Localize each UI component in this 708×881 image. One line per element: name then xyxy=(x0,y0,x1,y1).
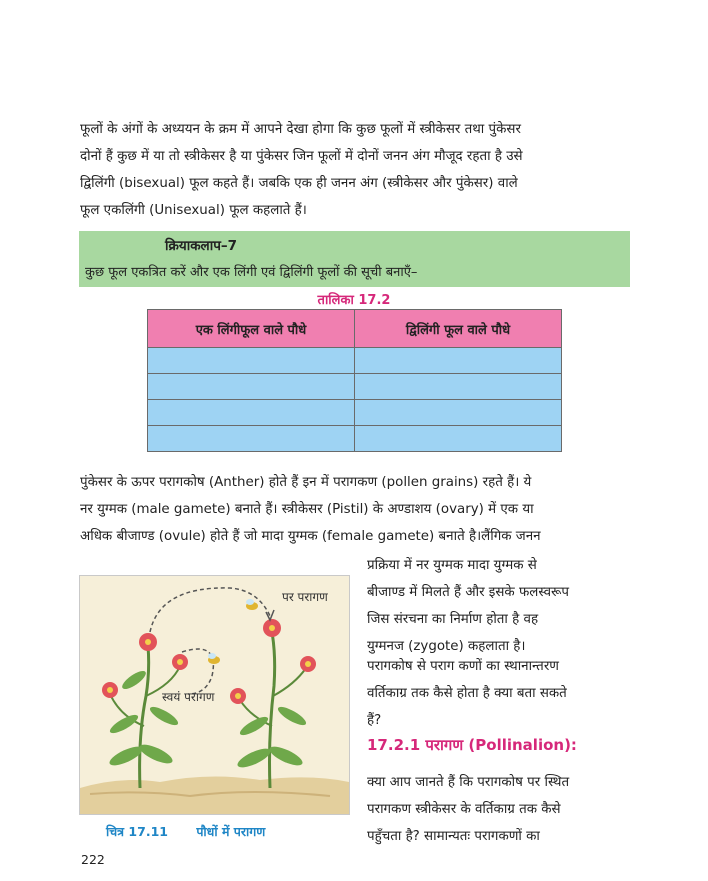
text-line: दोनों हैं कुछ में या तो स्त्रीकेसर है या पुंकेसर जिन फूलों में दोनों जनन अंग मौजूद रहता है उसे xyxy=(80,149,523,164)
text-line: प्रक्रिया में नर युग्मक मादा युग्मक से xyxy=(367,558,537,573)
activity-text: कुछ फूल एकत्रित करें और एक लिंगी एवं द्विलिंगी फूलों की सूची बनाएँ– xyxy=(85,265,418,280)
leaf xyxy=(137,741,175,767)
soil xyxy=(80,776,349,814)
table-row xyxy=(148,348,562,374)
figure-title: पौधों में परागण xyxy=(196,824,266,839)
flower xyxy=(230,688,246,704)
intro-paragraph xyxy=(80,116,630,224)
leaf xyxy=(238,714,271,739)
table-row xyxy=(148,426,562,452)
page-number: 222 xyxy=(81,852,105,867)
leaf xyxy=(276,704,309,729)
cross-pollination-label: पर परागण xyxy=(282,590,328,604)
text-line: जिस संरचना का निर्माण होता है वह xyxy=(367,612,539,627)
table-cell xyxy=(148,426,355,452)
bee-icon xyxy=(208,653,220,664)
text-line: द्विलिंगी (bisexual) फूल कहते हैं। जबकि एक ही जनन अंग (स्त्रीकेसर और पुंकेसर) वाले xyxy=(80,176,518,191)
text-line: युग्मनज (zygote) कहलाता है। xyxy=(367,639,526,654)
table-cell xyxy=(355,348,562,374)
leaf xyxy=(235,745,273,771)
pollination-figure xyxy=(79,575,350,815)
section-heading: 17.2.1 परागण (Pollinalion): xyxy=(367,736,577,754)
table-caption: तालिका 17.2 xyxy=(317,293,391,308)
flower xyxy=(102,682,118,698)
table-cell xyxy=(148,374,355,400)
leaf xyxy=(108,712,141,737)
flower xyxy=(300,656,316,672)
flower-table xyxy=(147,309,562,452)
self-pollination-label: स्वयं परागण xyxy=(162,690,215,704)
text-line: परागकोष से पराग कणों का स्थानान्तरण xyxy=(367,659,559,674)
text-line: हैं? xyxy=(367,713,382,728)
flower xyxy=(172,654,188,670)
leaf xyxy=(148,704,181,729)
leaf xyxy=(120,668,149,692)
text-line: पहुँचता है? सामान्यतः परागकणों का xyxy=(367,829,540,844)
table-cell xyxy=(355,426,562,452)
table-cell xyxy=(355,374,562,400)
text-line: फूलों के अंगों के अध्ययन के क्रम में आपने देखा होगा कि कुछ फूलों में स्त्रीकेसर तथा पुंकेसर xyxy=(80,122,521,137)
activity-title: क्रियाकलाप–7 xyxy=(165,238,238,254)
table-cell xyxy=(355,400,562,426)
table-cell xyxy=(148,348,355,374)
anther-paragraph xyxy=(80,469,630,550)
flower xyxy=(263,619,281,637)
text-line: क्या आप जानते हैं कि परागकोष पर स्थित xyxy=(367,775,570,790)
table-header-unisexual: एक लिंगीफूल वाले पौधे xyxy=(148,310,355,348)
left-stem xyxy=(140,646,149,788)
leaf xyxy=(267,743,305,769)
activity-box xyxy=(79,231,630,287)
bee-icon xyxy=(246,599,258,610)
figure-caption xyxy=(106,823,289,840)
text-line: परागकण स्त्रीकेसर के वर्तिकाग्र तक कैसे xyxy=(367,802,561,817)
table-row xyxy=(148,400,562,426)
text-line: नर युग्मक (male gamete) बनाते हैं। स्त्रीकेसर (Pistil) के अण्डाशय (ovary) में एक या xyxy=(80,502,534,517)
text-line: फूल एकलिंगी (Unisexual) फूल कहलाते हैं। xyxy=(80,203,307,218)
question-paragraph xyxy=(367,653,630,734)
text-line: वर्तिकाग्र तक कैसे होता है क्या बता सकते xyxy=(367,686,567,701)
text-line: पुंकेसर के ऊपर परागकोष (Anther) होते हैं इन में परागकण (pollen grains) रहते हैं। ये xyxy=(80,475,532,490)
zygote-paragraph xyxy=(367,552,630,660)
pollination-paragraph xyxy=(367,769,630,850)
pollination-illustration xyxy=(80,576,349,814)
figure-number: चित्र 17.11 xyxy=(106,824,168,839)
table-row xyxy=(148,374,562,400)
table-header-bisexual: द्विलिंगी फूल वाले पौधे xyxy=(355,310,562,348)
flower xyxy=(139,633,157,651)
text-line: अधिक बीजाण्ड (ovule) होते हैं जो मादा युग्मक (female gamete) बनाते है।लैंगिक जनन xyxy=(80,529,541,544)
right-branch xyxy=(273,668,306,696)
text-line: बीजाण्ड में मिलते हैं और इसके फलस्वरूप xyxy=(367,585,570,600)
table-header-row xyxy=(148,310,562,348)
right-stem xyxy=(270,632,275,788)
table-cell xyxy=(148,400,355,426)
